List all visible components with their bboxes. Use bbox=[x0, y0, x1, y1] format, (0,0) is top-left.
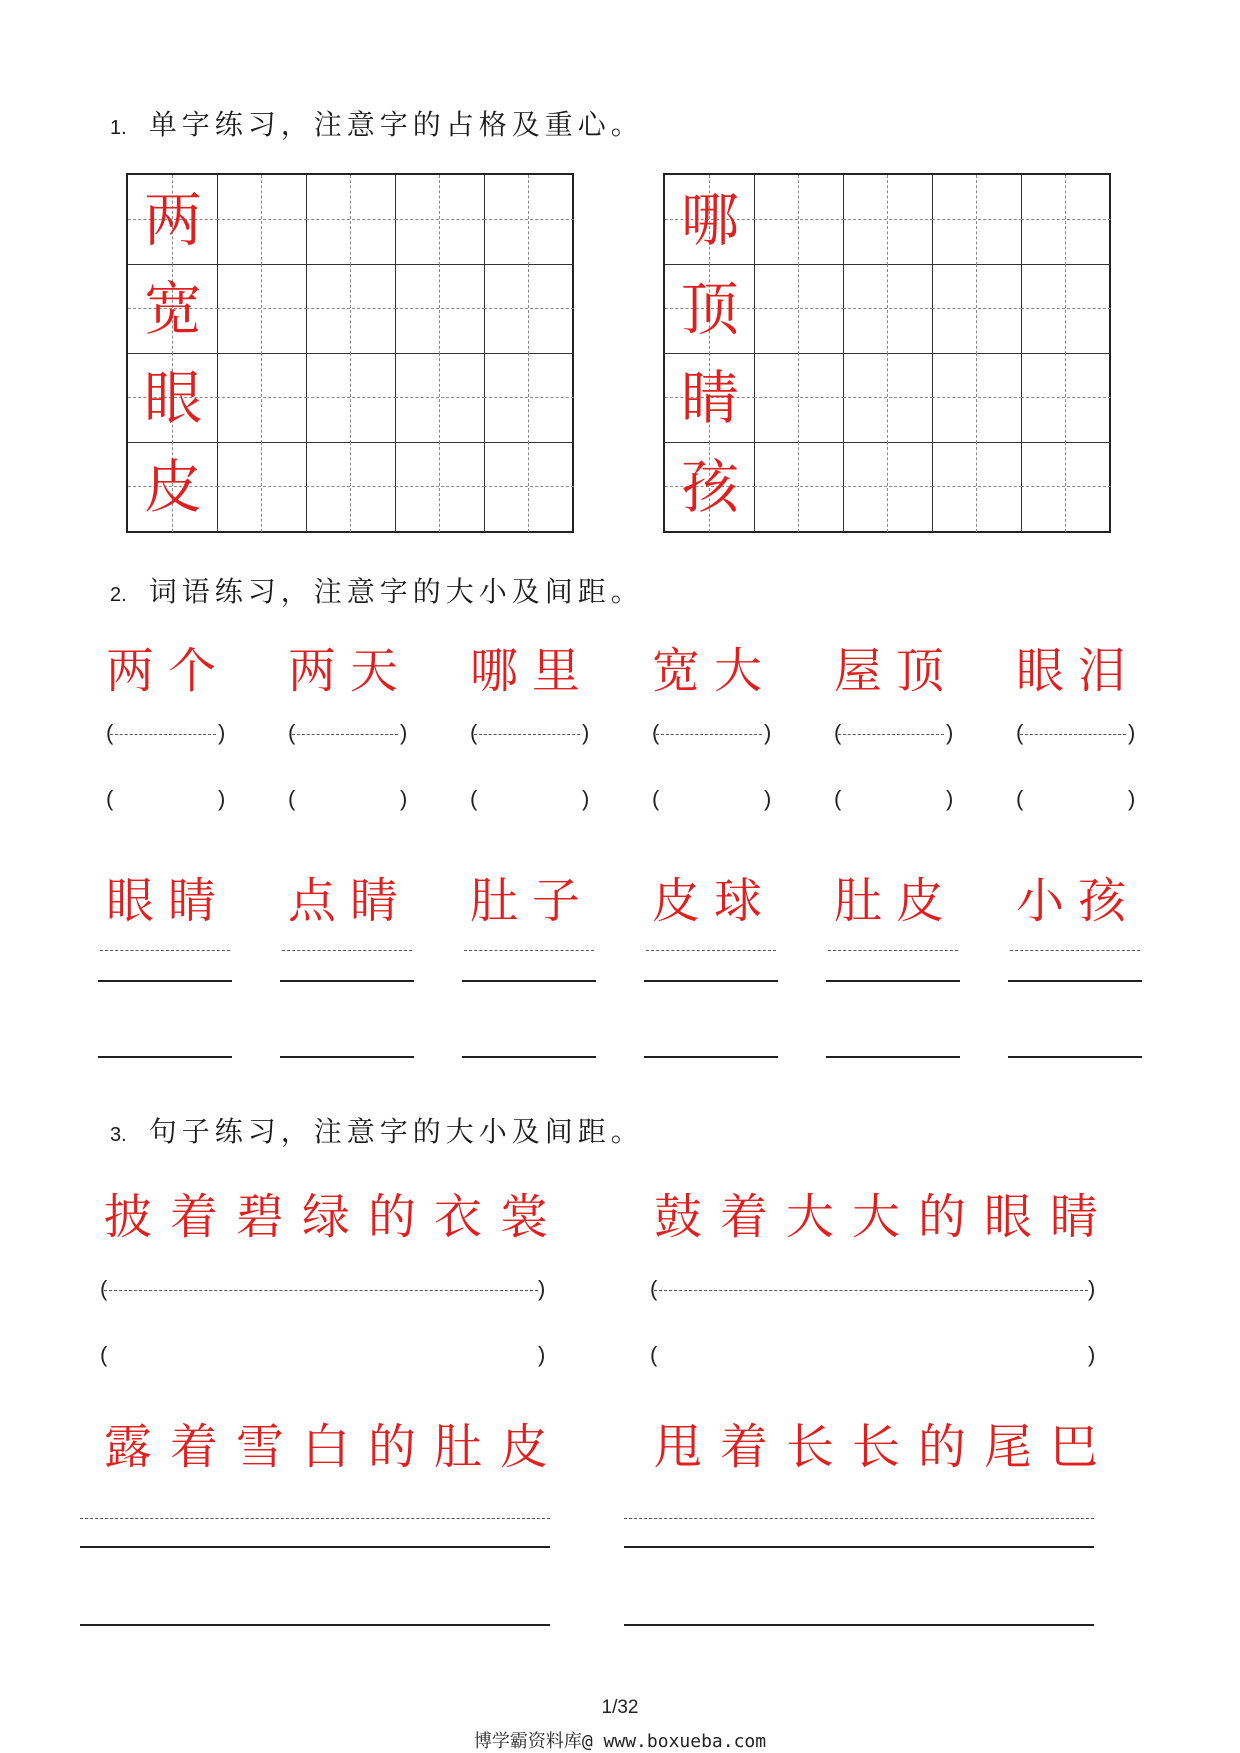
paren-open: ( bbox=[100, 1276, 108, 1301]
paren-open: ( bbox=[288, 786, 296, 811]
grid-cell bbox=[128, 353, 218, 443]
grid-guide-horizontal bbox=[843, 219, 933, 220]
writing-line bbox=[280, 980, 414, 982]
grid-guide-horizontal bbox=[843, 486, 933, 487]
grid-guide-vertical bbox=[798, 264, 799, 354]
grid-guide-horizontal bbox=[306, 397, 396, 398]
grid-guide-horizontal bbox=[306, 486, 396, 487]
grid-cell bbox=[128, 442, 218, 532]
paren-open: ( bbox=[106, 786, 114, 811]
grid-cell bbox=[395, 353, 485, 443]
grid-cell bbox=[484, 442, 574, 532]
grid-guide-horizontal bbox=[217, 219, 307, 220]
grid-guide-horizontal bbox=[932, 397, 1022, 398]
section-2-number: 2. bbox=[110, 584, 127, 606]
grid-guide-vertical bbox=[887, 264, 888, 354]
model-word: 两天 bbox=[288, 643, 413, 699]
section-1-title: 单字练习，注意字的占格及重心。 bbox=[148, 108, 644, 141]
paren-open: ( bbox=[106, 720, 114, 745]
pinyin-dashed-line bbox=[838, 734, 944, 735]
paren-close: ) bbox=[1088, 1342, 1096, 1367]
paren-close: ) bbox=[1128, 720, 1136, 745]
pinyin-dashed-line bbox=[656, 734, 762, 735]
grid-cell bbox=[843, 353, 933, 443]
writing-line bbox=[624, 1624, 1094, 1626]
model-character: 顶 bbox=[680, 275, 739, 343]
writing-line bbox=[462, 1056, 596, 1058]
grid-guide-vertical bbox=[887, 442, 888, 532]
pinyin-dashed-line bbox=[474, 734, 580, 735]
grid-guide-vertical bbox=[528, 264, 529, 354]
writing-line bbox=[98, 1056, 232, 1058]
paren-open: ( bbox=[650, 1276, 658, 1301]
grid-cell bbox=[395, 442, 485, 532]
practice-grid-right bbox=[663, 173, 1111, 533]
grid-guide-vertical bbox=[261, 442, 262, 532]
grid-guide-vertical bbox=[528, 442, 529, 532]
grid-row bbox=[665, 175, 1109, 265]
grid-guide-vertical bbox=[528, 175, 529, 265]
grid-guide-horizontal bbox=[395, 308, 485, 309]
section-3-title: 句子练习，注意字的大小及间距。 bbox=[148, 1115, 644, 1148]
grid-cell bbox=[217, 353, 307, 443]
grid-guide-vertical bbox=[1065, 264, 1066, 354]
paren-close: ) bbox=[582, 786, 590, 811]
paren-open: ( bbox=[288, 720, 296, 745]
grid-cell bbox=[306, 442, 396, 532]
model-word: 皮球 bbox=[652, 873, 777, 929]
grid-guide-vertical bbox=[261, 353, 262, 443]
grid-guide-vertical bbox=[976, 175, 977, 265]
grid-cell bbox=[665, 175, 755, 265]
model-character: 眼 bbox=[143, 364, 202, 432]
paren-open: ( bbox=[470, 720, 478, 745]
paren-close: ) bbox=[538, 1276, 546, 1301]
writing-guide-dashed bbox=[624, 1518, 1094, 1519]
grid-cell bbox=[306, 353, 396, 443]
grid-guide-vertical bbox=[439, 353, 440, 443]
practice-grid-left bbox=[126, 173, 574, 533]
paren-close: ) bbox=[538, 1342, 546, 1367]
grid-guide-horizontal bbox=[395, 397, 485, 398]
grid-guide-vertical bbox=[350, 442, 351, 532]
pinyin-dashed-line bbox=[1020, 734, 1126, 735]
model-character: 两 bbox=[143, 186, 202, 254]
grid-guide-horizontal bbox=[1021, 219, 1111, 220]
grid-cell bbox=[754, 442, 844, 532]
footer-site: 博学霸资料库@ www.boxueba.com bbox=[473, 1731, 767, 1752]
grid-cell bbox=[306, 175, 396, 265]
writing-line bbox=[624, 1546, 1094, 1548]
grid-cell bbox=[217, 175, 307, 265]
section-1-number: 1. bbox=[110, 117, 127, 139]
grid-cell bbox=[395, 175, 485, 265]
grid-cell bbox=[665, 264, 755, 354]
writing-guide-dashed bbox=[282, 950, 412, 951]
grid-cell bbox=[754, 353, 844, 443]
grid-guide-horizontal bbox=[1021, 308, 1111, 309]
grid-cell bbox=[484, 353, 574, 443]
paren-close: ) bbox=[946, 720, 954, 745]
grid-cell bbox=[754, 175, 844, 265]
model-word: 点睛 bbox=[288, 873, 413, 929]
grid-cell bbox=[217, 264, 307, 354]
pinyin-dashed-line bbox=[104, 1290, 538, 1291]
writing-line bbox=[462, 980, 596, 982]
writing-line bbox=[80, 1546, 550, 1548]
model-word: 宽大 bbox=[652, 643, 777, 699]
grid-guide-vertical bbox=[798, 175, 799, 265]
grid-cell bbox=[932, 264, 1022, 354]
grid-guide-horizontal bbox=[1021, 486, 1111, 487]
grid-guide-horizontal bbox=[217, 486, 307, 487]
grid-guide-horizontal bbox=[484, 486, 574, 487]
paren-close: ) bbox=[764, 720, 772, 745]
paren-open: ( bbox=[1016, 786, 1024, 811]
section-1-heading bbox=[110, 103, 644, 143]
grid-cell bbox=[843, 264, 933, 354]
grid-cell bbox=[754, 264, 844, 354]
grid-guide-vertical bbox=[261, 175, 262, 265]
grid-cell bbox=[484, 175, 574, 265]
grid-row bbox=[665, 353, 1109, 443]
writing-guide-dashed bbox=[80, 1518, 550, 1519]
grid-guide-vertical bbox=[798, 442, 799, 532]
grid-cell bbox=[1021, 175, 1111, 265]
grid-guide-horizontal bbox=[1021, 397, 1111, 398]
model-sentence: 鼓着大大的眼睛 bbox=[654, 1189, 1117, 1245]
model-sentence: 甩着长长的尾巴 bbox=[654, 1419, 1117, 1475]
grid-guide-horizontal bbox=[484, 219, 574, 220]
grid-guide-vertical bbox=[261, 264, 262, 354]
paren-close: ) bbox=[400, 786, 408, 811]
paren-close: ) bbox=[764, 786, 772, 811]
writing-line bbox=[644, 980, 778, 982]
grid-cell bbox=[932, 175, 1022, 265]
grid-guide-horizontal bbox=[932, 219, 1022, 220]
paren-close: ) bbox=[400, 720, 408, 745]
paren-open: ( bbox=[834, 786, 842, 811]
grid-guide-horizontal bbox=[306, 308, 396, 309]
grid-guide-horizontal bbox=[484, 308, 574, 309]
grid-cell bbox=[843, 442, 933, 532]
writing-line bbox=[1008, 980, 1142, 982]
grid-row bbox=[128, 264, 572, 354]
grid-guide-vertical bbox=[350, 175, 351, 265]
model-sentence: 露着雪白的肚皮 bbox=[104, 1419, 567, 1475]
grid-cell bbox=[1021, 264, 1111, 354]
writing-guide-dashed bbox=[646, 950, 776, 951]
grid-cell bbox=[128, 175, 218, 265]
grid-guide-vertical bbox=[1065, 442, 1066, 532]
writing-line bbox=[280, 1056, 414, 1058]
grid-guide-vertical bbox=[798, 353, 799, 443]
grid-guide-vertical bbox=[887, 353, 888, 443]
grid-cell bbox=[932, 442, 1022, 532]
grid-guide-horizontal bbox=[843, 397, 933, 398]
grid-cell bbox=[395, 264, 485, 354]
grid-row bbox=[665, 442, 1109, 532]
writing-guide-dashed bbox=[464, 950, 594, 951]
grid-guide-vertical bbox=[350, 353, 351, 443]
paren-close: ) bbox=[1088, 1276, 1096, 1301]
paren-open: ( bbox=[470, 786, 478, 811]
grid-row bbox=[128, 175, 572, 265]
grid-cell bbox=[217, 442, 307, 532]
paren-open: ( bbox=[650, 1342, 658, 1367]
model-word: 肚皮 bbox=[834, 873, 959, 929]
pinyin-dashed-line bbox=[110, 734, 216, 735]
grid-cell bbox=[128, 264, 218, 354]
grid-cell bbox=[1021, 442, 1111, 532]
model-word: 两个 bbox=[106, 643, 231, 699]
section-3-heading bbox=[110, 1110, 644, 1150]
grid-guide-horizontal bbox=[754, 397, 844, 398]
grid-guide-vertical bbox=[439, 175, 440, 265]
model-character: 睛 bbox=[680, 364, 739, 432]
writing-line bbox=[1008, 1056, 1142, 1058]
section-3-number: 3. bbox=[110, 1124, 127, 1146]
paren-close: ) bbox=[946, 786, 954, 811]
grid-guide-vertical bbox=[976, 264, 977, 354]
grid-guide-vertical bbox=[350, 264, 351, 354]
grid-guide-horizontal bbox=[754, 486, 844, 487]
model-character: 皮 bbox=[143, 453, 202, 521]
paren-close: ) bbox=[218, 720, 226, 745]
grid-guide-horizontal bbox=[217, 308, 307, 309]
grid-guide-vertical bbox=[1065, 175, 1066, 265]
grid-cell bbox=[665, 353, 755, 443]
paren-open: ( bbox=[652, 720, 660, 745]
writing-line bbox=[826, 980, 960, 982]
page-number: 1/32 bbox=[601, 1697, 639, 1718]
paren-open: ( bbox=[1016, 720, 1024, 745]
grid-guide-horizontal bbox=[754, 219, 844, 220]
paren-open: ( bbox=[652, 786, 660, 811]
grid-row bbox=[128, 353, 572, 443]
section-2-heading bbox=[110, 570, 644, 610]
grid-cell bbox=[306, 264, 396, 354]
grid-guide-vertical bbox=[528, 353, 529, 443]
paren-close: ) bbox=[582, 720, 590, 745]
model-word: 眼泪 bbox=[1016, 643, 1141, 699]
writing-line bbox=[98, 980, 232, 982]
model-character: 哪 bbox=[680, 186, 739, 254]
grid-guide-horizontal bbox=[484, 397, 574, 398]
grid-row bbox=[665, 264, 1109, 354]
paren-open: ( bbox=[834, 720, 842, 745]
grid-cell bbox=[932, 353, 1022, 443]
paren-close: ) bbox=[1128, 786, 1136, 811]
grid-cell bbox=[665, 442, 755, 532]
paren-open: ( bbox=[100, 1342, 108, 1367]
grid-row bbox=[128, 442, 572, 532]
section-2-title: 词语练习，注意字的大小及间距。 bbox=[148, 575, 644, 608]
grid-guide-horizontal bbox=[932, 308, 1022, 309]
model-word: 哪里 bbox=[470, 643, 595, 699]
grid-guide-vertical bbox=[976, 353, 977, 443]
model-word: 小孩 bbox=[1016, 873, 1141, 929]
writing-guide-dashed bbox=[828, 950, 958, 951]
grid-guide-vertical bbox=[439, 264, 440, 354]
grid-guide-horizontal bbox=[932, 486, 1022, 487]
writing-guide-dashed bbox=[1010, 950, 1140, 951]
grid-guide-horizontal bbox=[395, 219, 485, 220]
writing-line bbox=[80, 1624, 550, 1626]
grid-guide-horizontal bbox=[843, 308, 933, 309]
grid-guide-vertical bbox=[439, 442, 440, 532]
model-word: 屋顶 bbox=[834, 643, 959, 699]
model-character: 孩 bbox=[680, 453, 739, 521]
grid-guide-horizontal bbox=[754, 308, 844, 309]
paren-close: ) bbox=[218, 786, 226, 811]
grid-guide-vertical bbox=[1065, 353, 1066, 443]
writing-line bbox=[826, 1056, 960, 1058]
model-sentence: 披着碧绿的衣裳 bbox=[104, 1189, 567, 1245]
model-character: 宽 bbox=[143, 275, 202, 343]
writing-line bbox=[644, 1056, 778, 1058]
grid-cell bbox=[843, 175, 933, 265]
grid-cell bbox=[1021, 353, 1111, 443]
pinyin-dashed-line bbox=[654, 1290, 1088, 1291]
model-word: 肚子 bbox=[470, 873, 595, 929]
model-word: 眼睛 bbox=[106, 873, 231, 929]
grid-guide-horizontal bbox=[217, 397, 307, 398]
grid-guide-horizontal bbox=[306, 219, 396, 220]
writing-guide-dashed bbox=[100, 950, 230, 951]
grid-cell bbox=[484, 264, 574, 354]
grid-guide-horizontal bbox=[395, 486, 485, 487]
grid-guide-vertical bbox=[976, 442, 977, 532]
pinyin-dashed-line bbox=[292, 734, 398, 735]
grid-guide-vertical bbox=[887, 175, 888, 265]
